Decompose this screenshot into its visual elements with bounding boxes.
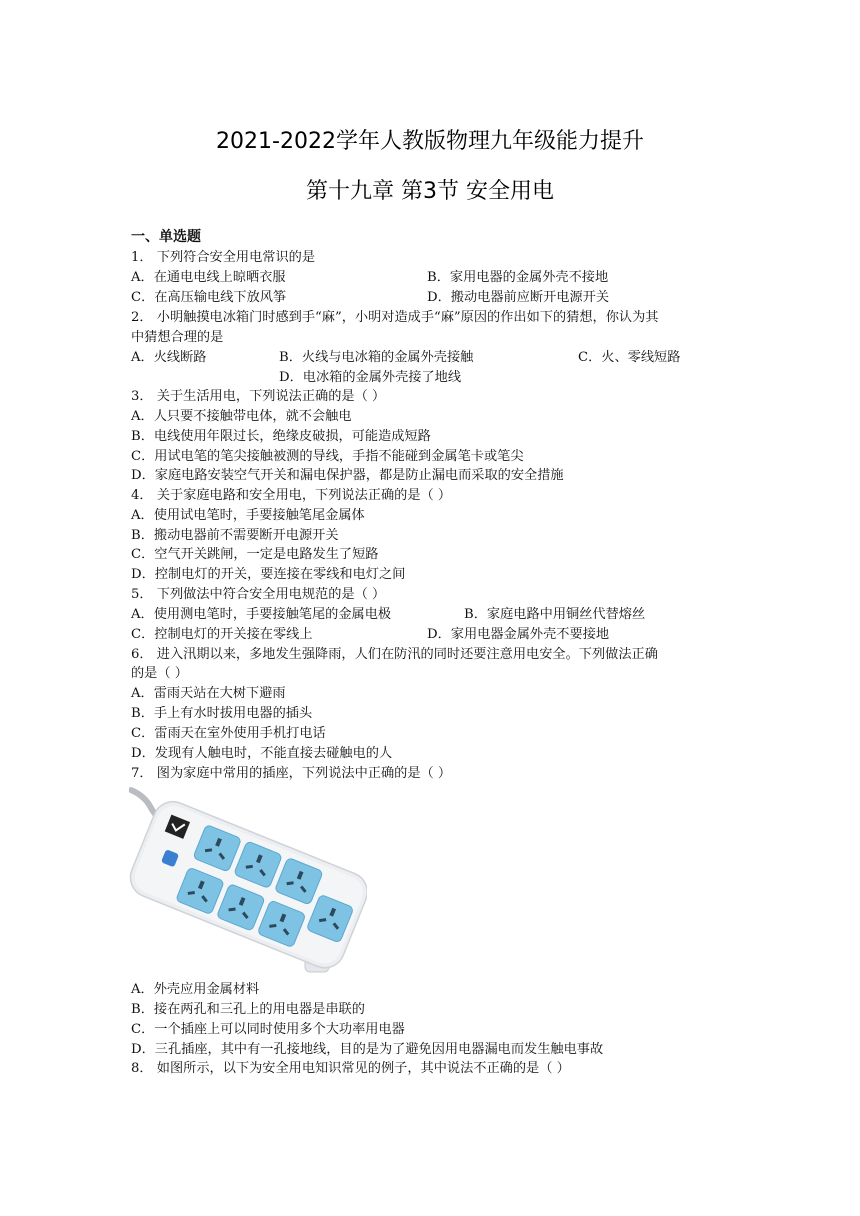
question-3-stem: 3． 关于生活用电，下列说法正确的是（ ） [131,389,386,404]
section-heading: 一、单选题 [131,229,201,245]
q3-option-d: D．家庭电路安装空气开关和漏电保护器，都是防止漏电而采取的安全措施 [131,468,564,483]
power-strip-image [129,786,367,982]
q1-option-b: B．家用电器的金属外壳不接地 [427,270,609,285]
q3-option-a: A．人只要不接触带电体，就不会触电 [131,409,352,424]
q2-option-b: B．火线与电冰箱的金属外壳接触 [279,350,474,365]
q4-option-a: A．使用试电笔时，手要接触笔尾金属体 [131,508,365,523]
question-6-stem-line-2: 的是（ ） [131,666,188,681]
question-5-stem: 5． 下列做法中符合安全用电规范的是（ ） [131,587,386,602]
q6-option-c: C．雷雨天在室外使用手机打电话 [131,726,326,741]
q7-option-a: A．外壳应用金属材料 [131,982,260,997]
question-1-stem: 1． 下列符合安全用电常识的是 [131,250,316,265]
q4-option-d: D．控制电灯的开关，要连接在零线和电灯之间 [131,567,406,582]
q5-option-d: D．家用电器金属外壳不要接地 [427,627,610,642]
q6-option-a: A．雷雨天站在大树下避雨 [131,686,286,701]
q1-option-a: A．在通电电线上晾晒衣服 [131,270,286,285]
document-subtitle: 第十九章 第3节 安全用电 [306,179,554,204]
question-2-stem-line-1: 2． 小明触摸电冰箱门时感到手“麻”，小明对造成手“麻”原因的作出如下的猜想，你认为其 [131,310,659,325]
question-4-stem: 4． 关于家庭电路和安全用电，下列说法正确的是（ ） [131,488,452,503]
question-6-stem-line-1: 6． 进入汛期以来，多地发生强降雨，人们在防汛的同时还要注意用电安全。下列做法正确 [131,647,658,662]
q2-option-d: D．电冰箱的金属外壳接了地线 [279,370,462,385]
q2-option-c: C．火、零线短路 [578,350,681,365]
q3-option-b: B．电线使用年限过长，绝缘皮破损，可能造成短路 [131,429,431,444]
q4-option-b: B．搬动电器前不需要断开电源开关 [131,528,339,543]
question-2-stem-line-2: 中猜想合理的是 [131,330,224,345]
q7-option-d: D．三孔插座，其中有一孔接地线，目的是为了避免因用电器漏电而发生触电事故 [131,1042,604,1057]
q5-option-a: A．使用测电笔时，手要接触笔尾的金属电极 [131,607,392,622]
question-8-stem: 8． 如图所示，以下为安全用电知识常见的例子，其中说法不正确的是（ ） [131,1061,570,1076]
q7-option-c: C．一个插座上可以同时使用多个大功率用电器 [131,1022,405,1037]
q7-option-b: B．接在两孔和三孔上的用电器是串联的 [131,1002,365,1017]
document-title: 2021-2022学年人教版物理九年级能力提升 [216,129,644,154]
q1-option-c: C．在高压输电线下放风筝 [131,290,287,305]
q1-option-d: D．搬动电器前应断开电源开关 [427,290,610,305]
q6-option-b: B．手上有水时拔用电器的插头 [131,706,313,721]
q5-option-c: C．控制电灯的开关接在零线上 [131,627,313,642]
q4-option-c: C．空气开关跳闸，一定是电路发生了短路 [131,547,379,562]
q3-option-c: C．用试电笔的笔尖接触被测的导线，手指不能碰到金属笔卡或笔尖 [131,449,524,464]
q5-option-b: B．家庭电路中用铜丝代替熔丝 [464,607,646,622]
question-7-stem: 7． 图为家庭中常用的插座，下列说法中正确的是（ ） [131,766,452,781]
q6-option-d: D．发现有人触电时，不能直接去碰触电的人 [131,746,393,761]
q2-option-a: A．火线断路 [131,350,207,365]
